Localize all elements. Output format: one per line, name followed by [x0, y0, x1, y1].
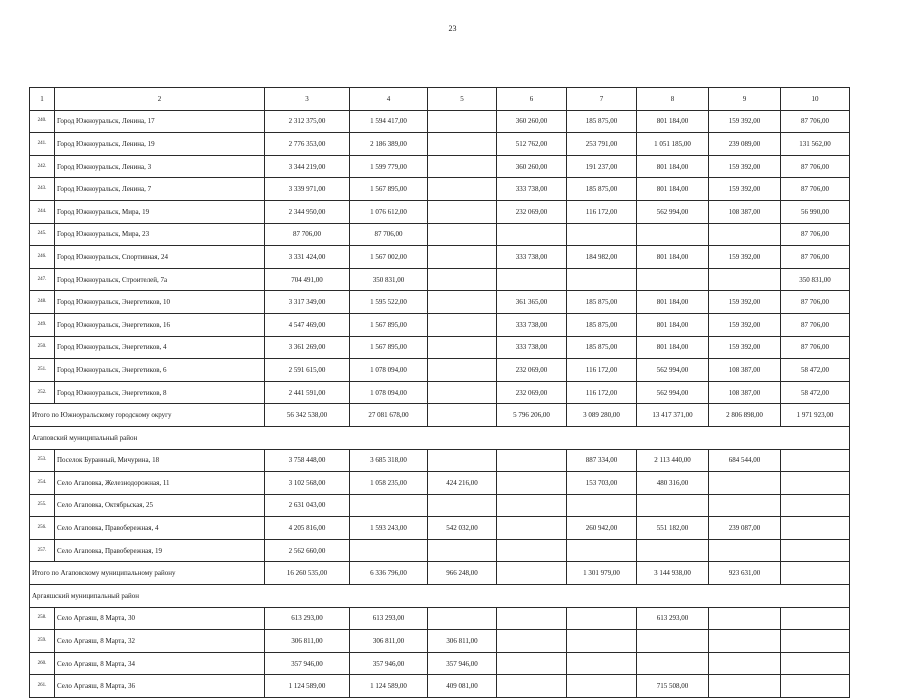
- value-cell: [497, 630, 567, 653]
- value-cell: 801 184,00: [637, 110, 709, 133]
- value-cell: [350, 494, 428, 517]
- row-number-cell: 245.: [30, 223, 55, 246]
- value-cell: 360 260,00: [497, 110, 567, 133]
- value-cell: [637, 268, 709, 291]
- address-cell: Село Аргаяш, 8 Марта, 30: [55, 607, 265, 630]
- value-cell: 87 706,00: [781, 291, 850, 314]
- value-cell: [428, 539, 497, 562]
- total-value-cell: 13 417 371,00: [637, 404, 709, 427]
- total-value-cell: 16 260 535,00: [265, 562, 350, 585]
- value-cell: [781, 675, 850, 698]
- address-cell: Поселок Буранный, Мичурина, 18: [55, 449, 265, 472]
- value-cell: 56 990,00: [781, 200, 850, 223]
- value-cell: 3 344 219,00: [265, 155, 350, 178]
- page-number: 23: [448, 24, 457, 33]
- value-cell: [497, 675, 567, 698]
- value-cell: 239 087,00: [709, 517, 781, 540]
- value-cell: [497, 449, 567, 472]
- total-value-cell: 27 081 678,00: [350, 404, 428, 427]
- address-cell: Город Южноуральск, Энергетиков, 4: [55, 336, 265, 359]
- table-row: [30, 494, 850, 517]
- total-value-cell: [428, 404, 497, 427]
- total-value-cell: 3 144 938,00: [637, 562, 709, 585]
- value-cell: 3 685 318,00: [350, 449, 428, 472]
- value-cell: 1 051 185,00: [637, 133, 709, 156]
- table-row: [30, 178, 850, 201]
- value-cell: 360 260,00: [497, 155, 567, 178]
- value-cell: 2 186 389,00: [350, 133, 428, 156]
- value-cell: 801 184,00: [637, 178, 709, 201]
- value-cell: [428, 381, 497, 404]
- value-cell: 3 102 568,00: [265, 472, 350, 495]
- total-value-cell: [497, 562, 567, 585]
- table-row: [30, 652, 850, 675]
- table-row: [30, 675, 850, 698]
- value-cell: 108 387,00: [709, 381, 781, 404]
- table-row: [30, 517, 850, 540]
- value-cell: 87 706,00: [781, 155, 850, 178]
- section-row: [30, 585, 850, 608]
- value-cell: [497, 539, 567, 562]
- value-cell: [781, 630, 850, 653]
- value-cell: 357 946,00: [428, 652, 497, 675]
- value-cell: [567, 539, 637, 562]
- total-value-cell: 5 796 206,00: [497, 404, 567, 427]
- value-cell: 87 706,00: [781, 110, 850, 133]
- total-label-cell: Итого по Южноуральскому городскому округу: [30, 404, 265, 427]
- table-row: [30, 246, 850, 269]
- value-cell: 2 776 353,00: [265, 133, 350, 156]
- value-cell: 409 081,00: [428, 675, 497, 698]
- address-cell: Город Южноуральск, Энергетиков, 10: [55, 291, 265, 314]
- table-row: [30, 449, 850, 472]
- total-value-cell: 2 806 898,00: [709, 404, 781, 427]
- column-header: 8: [637, 88, 709, 111]
- value-cell: [709, 268, 781, 291]
- value-cell: 4 547 469,00: [265, 313, 350, 336]
- value-cell: [781, 539, 850, 562]
- value-cell: 684 544,00: [709, 449, 781, 472]
- value-cell: 480 316,00: [637, 472, 709, 495]
- row-number-cell: 253.: [30, 449, 55, 472]
- value-cell: [428, 494, 497, 517]
- total-value-cell: 56 342 538,00: [265, 404, 350, 427]
- value-cell: 116 172,00: [567, 359, 637, 382]
- address-cell: Село Агаповка, Правобережная, 19: [55, 539, 265, 562]
- table-row: [30, 359, 850, 382]
- value-cell: 2 562 660,00: [265, 539, 350, 562]
- value-cell: 116 172,00: [567, 381, 637, 404]
- value-cell: [781, 472, 850, 495]
- value-cell: 87 706,00: [781, 313, 850, 336]
- value-cell: 87 706,00: [781, 178, 850, 201]
- value-cell: 613 293,00: [637, 607, 709, 630]
- value-cell: 801 184,00: [637, 291, 709, 314]
- value-cell: 3 331 424,00: [265, 246, 350, 269]
- row-number-cell: 254.: [30, 472, 55, 495]
- value-cell: [428, 291, 497, 314]
- section-label-cell: Аргаяшский муниципальный район: [30, 585, 850, 608]
- value-cell: 306 811,00: [350, 630, 428, 653]
- value-cell: 191 237,00: [567, 155, 637, 178]
- row-number-cell: 259.: [30, 630, 55, 653]
- value-cell: 350 831,00: [350, 268, 428, 291]
- value-cell: 87 706,00: [781, 223, 850, 246]
- address-cell: Город Южноуральск, Энергетиков, 16: [55, 313, 265, 336]
- total-value-cell: 1 971 923,00: [781, 404, 850, 427]
- value-cell: 1 595 522,00: [350, 291, 428, 314]
- row-number-cell: 260.: [30, 652, 55, 675]
- value-cell: 1 124 589,00: [350, 675, 428, 698]
- row-number-cell: 251.: [30, 359, 55, 382]
- value-cell: [350, 539, 428, 562]
- value-cell: 58 472,00: [781, 381, 850, 404]
- value-cell: [497, 607, 567, 630]
- column-header: 7: [567, 88, 637, 111]
- row-number-cell: 256.: [30, 517, 55, 540]
- address-cell: Город Южноуральск, Мира, 19: [55, 200, 265, 223]
- value-cell: 159 392,00: [709, 291, 781, 314]
- value-cell: [637, 652, 709, 675]
- value-cell: [428, 336, 497, 359]
- total-value-cell: 923 631,00: [709, 562, 781, 585]
- row-number-cell: 246.: [30, 246, 55, 269]
- value-cell: 2 344 950,00: [265, 200, 350, 223]
- total-label-cell: Итого по Агаповскому муниципальному району: [30, 562, 265, 585]
- column-header: 2: [55, 88, 265, 111]
- value-cell: 333 738,00: [497, 336, 567, 359]
- value-cell: [428, 155, 497, 178]
- value-cell: [428, 200, 497, 223]
- total-value-cell: [781, 562, 850, 585]
- section-row: [30, 426, 850, 449]
- value-cell: [637, 630, 709, 653]
- value-cell: 801 184,00: [637, 313, 709, 336]
- value-cell: 185 875,00: [567, 336, 637, 359]
- value-cell: 239 089,00: [709, 133, 781, 156]
- total-value-cell: 6 336 796,00: [350, 562, 428, 585]
- row-number-cell: 243.: [30, 178, 55, 201]
- table-row: [30, 155, 850, 178]
- value-cell: [709, 630, 781, 653]
- value-cell: 512 762,00: [497, 133, 567, 156]
- table-row: [30, 200, 850, 223]
- row-number-cell: 250.: [30, 336, 55, 359]
- value-cell: 159 392,00: [709, 178, 781, 201]
- value-cell: 159 392,00: [709, 246, 781, 269]
- total-value-cell: 1 301 979,00: [567, 562, 637, 585]
- register-table: [29, 87, 850, 698]
- value-cell: [637, 494, 709, 517]
- value-cell: 4 205 816,00: [265, 517, 350, 540]
- address-cell: Село Агаповка, Октябрьская, 25: [55, 494, 265, 517]
- value-cell: 159 392,00: [709, 336, 781, 359]
- value-cell: 1 567 895,00: [350, 178, 428, 201]
- column-header: 1: [30, 88, 55, 111]
- table-row: [30, 336, 850, 359]
- value-cell: 159 392,00: [709, 110, 781, 133]
- value-cell: [567, 223, 637, 246]
- value-cell: 887 334,00: [567, 449, 637, 472]
- value-cell: [567, 607, 637, 630]
- value-cell: [637, 539, 709, 562]
- value-cell: 1 058 235,00: [350, 472, 428, 495]
- table-row: [30, 110, 850, 133]
- value-cell: 551 182,00: [637, 517, 709, 540]
- value-cell: 108 387,00: [709, 200, 781, 223]
- value-cell: [567, 630, 637, 653]
- address-cell: Село Аргаяш, 8 Марта, 32: [55, 630, 265, 653]
- table-body: [30, 110, 850, 697]
- value-cell: [781, 607, 850, 630]
- address-cell: Город Южноуральск, Мира, 23: [55, 223, 265, 246]
- value-cell: [781, 517, 850, 540]
- row-number-cell: 244.: [30, 200, 55, 223]
- value-cell: [567, 652, 637, 675]
- value-cell: 306 811,00: [428, 630, 497, 653]
- value-cell: [709, 472, 781, 495]
- value-cell: 801 184,00: [637, 155, 709, 178]
- value-cell: 350 831,00: [781, 268, 850, 291]
- value-cell: [428, 268, 497, 291]
- section-label-cell: Агаповский муниципальный район: [30, 426, 850, 449]
- value-cell: 87 706,00: [265, 223, 350, 246]
- address-cell: Город Южноуральск, Энергетиков, 8: [55, 381, 265, 404]
- table-row: [30, 223, 850, 246]
- value-cell: 333 738,00: [497, 178, 567, 201]
- row-number-cell: 261.: [30, 675, 55, 698]
- address-cell: Село Аргаяш, 8 Марта, 36: [55, 675, 265, 698]
- value-cell: 116 172,00: [567, 200, 637, 223]
- value-cell: 1 567 895,00: [350, 336, 428, 359]
- total-value-cell: 966 248,00: [428, 562, 497, 585]
- value-cell: [709, 607, 781, 630]
- row-number-cell: 252.: [30, 381, 55, 404]
- value-cell: 2 591 615,00: [265, 359, 350, 382]
- value-cell: 613 293,00: [350, 607, 428, 630]
- total-value-cell: 3 089 280,00: [567, 404, 637, 427]
- value-cell: 2 441 591,00: [265, 381, 350, 404]
- header-row: [30, 88, 850, 111]
- value-cell: [781, 449, 850, 472]
- table-row: [30, 268, 850, 291]
- value-cell: 704 491,00: [265, 268, 350, 291]
- row-number-cell: 241.: [30, 133, 55, 156]
- value-cell: 801 184,00: [637, 336, 709, 359]
- table-row: [30, 291, 850, 314]
- value-cell: [781, 494, 850, 517]
- value-cell: 562 994,00: [637, 359, 709, 382]
- value-cell: [497, 223, 567, 246]
- value-cell: 3 339 971,00: [265, 178, 350, 201]
- value-cell: 253 791,00: [567, 133, 637, 156]
- value-cell: 1 078 094,00: [350, 359, 428, 382]
- value-cell: [709, 223, 781, 246]
- value-cell: 424 216,00: [428, 472, 497, 495]
- value-cell: [567, 675, 637, 698]
- value-cell: [709, 675, 781, 698]
- value-cell: [497, 517, 567, 540]
- column-header: 10: [781, 88, 850, 111]
- value-cell: 562 994,00: [637, 381, 709, 404]
- address-cell: Город Южноуральск, Спортивная, 24: [55, 246, 265, 269]
- total-row: [30, 562, 850, 585]
- row-number-cell: 257.: [30, 539, 55, 562]
- column-header: 9: [709, 88, 781, 111]
- value-cell: 1 567 895,00: [350, 313, 428, 336]
- value-cell: 562 994,00: [637, 200, 709, 223]
- value-cell: 357 946,00: [350, 652, 428, 675]
- value-cell: 542 032,00: [428, 517, 497, 540]
- value-cell: 159 392,00: [709, 313, 781, 336]
- value-cell: 3 317 349,00: [265, 291, 350, 314]
- address-cell: Село Агаповка, Правобережная, 4: [55, 517, 265, 540]
- value-cell: 131 562,00: [781, 133, 850, 156]
- row-number-cell: 247.: [30, 268, 55, 291]
- value-cell: [781, 652, 850, 675]
- value-cell: [497, 472, 567, 495]
- value-cell: 58 472,00: [781, 359, 850, 382]
- value-cell: 232 069,00: [497, 200, 567, 223]
- value-cell: 715 508,00: [637, 675, 709, 698]
- value-cell: 2 312 375,00: [265, 110, 350, 133]
- row-number-cell: 240.: [30, 110, 55, 133]
- value-cell: [709, 539, 781, 562]
- row-number-cell: 248.: [30, 291, 55, 314]
- value-cell: 232 069,00: [497, 359, 567, 382]
- address-cell: Город Южноуральск, Ленина, 19: [55, 133, 265, 156]
- total-row: [30, 404, 850, 427]
- table-row: [30, 133, 850, 156]
- address-cell: Город Южноуральск, Строителей, 7а: [55, 268, 265, 291]
- column-header: 6: [497, 88, 567, 111]
- value-cell: 87 706,00: [350, 223, 428, 246]
- value-cell: 185 875,00: [567, 313, 637, 336]
- value-cell: 357 946,00: [265, 652, 350, 675]
- value-cell: 613 293,00: [265, 607, 350, 630]
- value-cell: 801 184,00: [637, 246, 709, 269]
- table-row: [30, 472, 850, 495]
- value-cell: 108 387,00: [709, 359, 781, 382]
- value-cell: 159 392,00: [709, 155, 781, 178]
- address-cell: Город Южноуральск, Энергетиков, 6: [55, 359, 265, 382]
- value-cell: 1 593 243,00: [350, 517, 428, 540]
- value-cell: 1 599 779,00: [350, 155, 428, 178]
- table-row: [30, 607, 850, 630]
- value-cell: 2 113 440,00: [637, 449, 709, 472]
- address-cell: Село Аргаяш, 8 Марта, 34: [55, 652, 265, 675]
- row-number-cell: 249.: [30, 313, 55, 336]
- value-cell: [428, 178, 497, 201]
- column-header: 3: [265, 88, 350, 111]
- value-cell: 361 365,00: [497, 291, 567, 314]
- value-cell: 184 982,00: [567, 246, 637, 269]
- value-cell: 87 706,00: [781, 246, 850, 269]
- value-cell: 153 703,00: [567, 472, 637, 495]
- value-cell: 1 124 589,00: [265, 675, 350, 698]
- value-cell: [428, 449, 497, 472]
- value-cell: 185 875,00: [567, 110, 637, 133]
- value-cell: [709, 652, 781, 675]
- table-row: [30, 381, 850, 404]
- table-row: [30, 539, 850, 562]
- address-cell: Село Агаповка, Железнодорожная, 11: [55, 472, 265, 495]
- value-cell: [428, 133, 497, 156]
- value-cell: [428, 359, 497, 382]
- value-cell: 2 631 043,00: [265, 494, 350, 517]
- value-cell: 1 594 417,00: [350, 110, 428, 133]
- value-cell: 87 706,00: [781, 336, 850, 359]
- value-cell: 3 361 269,00: [265, 336, 350, 359]
- address-cell: Город Южноуральск, Ленина, 17: [55, 110, 265, 133]
- row-number-cell: 258.: [30, 607, 55, 630]
- value-cell: 232 069,00: [497, 381, 567, 404]
- value-cell: [497, 652, 567, 675]
- row-number-cell: 242.: [30, 155, 55, 178]
- value-cell: 185 875,00: [567, 291, 637, 314]
- address-cell: Город Южноуральск, Ленина, 3: [55, 155, 265, 178]
- value-cell: 1 076 612,00: [350, 200, 428, 223]
- column-header: 4: [350, 88, 428, 111]
- value-cell: 333 738,00: [497, 313, 567, 336]
- column-header: 5: [428, 88, 497, 111]
- value-cell: [709, 494, 781, 517]
- value-cell: [428, 223, 497, 246]
- value-cell: 260 942,00: [567, 517, 637, 540]
- value-cell: [428, 313, 497, 336]
- table-row: [30, 630, 850, 653]
- value-cell: [637, 223, 709, 246]
- value-cell: 306 811,00: [265, 630, 350, 653]
- value-cell: [567, 268, 637, 291]
- value-cell: [497, 494, 567, 517]
- value-cell: 1 567 002,00: [350, 246, 428, 269]
- value-cell: 185 875,00: [567, 178, 637, 201]
- value-cell: 3 758 448,00: [265, 449, 350, 472]
- value-cell: [428, 607, 497, 630]
- value-cell: [428, 110, 497, 133]
- value-cell: 1 078 094,00: [350, 381, 428, 404]
- address-cell: Город Южноуральск, Ленина, 7: [55, 178, 265, 201]
- value-cell: [497, 268, 567, 291]
- table-row: [30, 313, 850, 336]
- value-cell: [567, 494, 637, 517]
- value-cell: [428, 246, 497, 269]
- value-cell: 333 738,00: [497, 246, 567, 269]
- row-number-cell: 255.: [30, 494, 55, 517]
